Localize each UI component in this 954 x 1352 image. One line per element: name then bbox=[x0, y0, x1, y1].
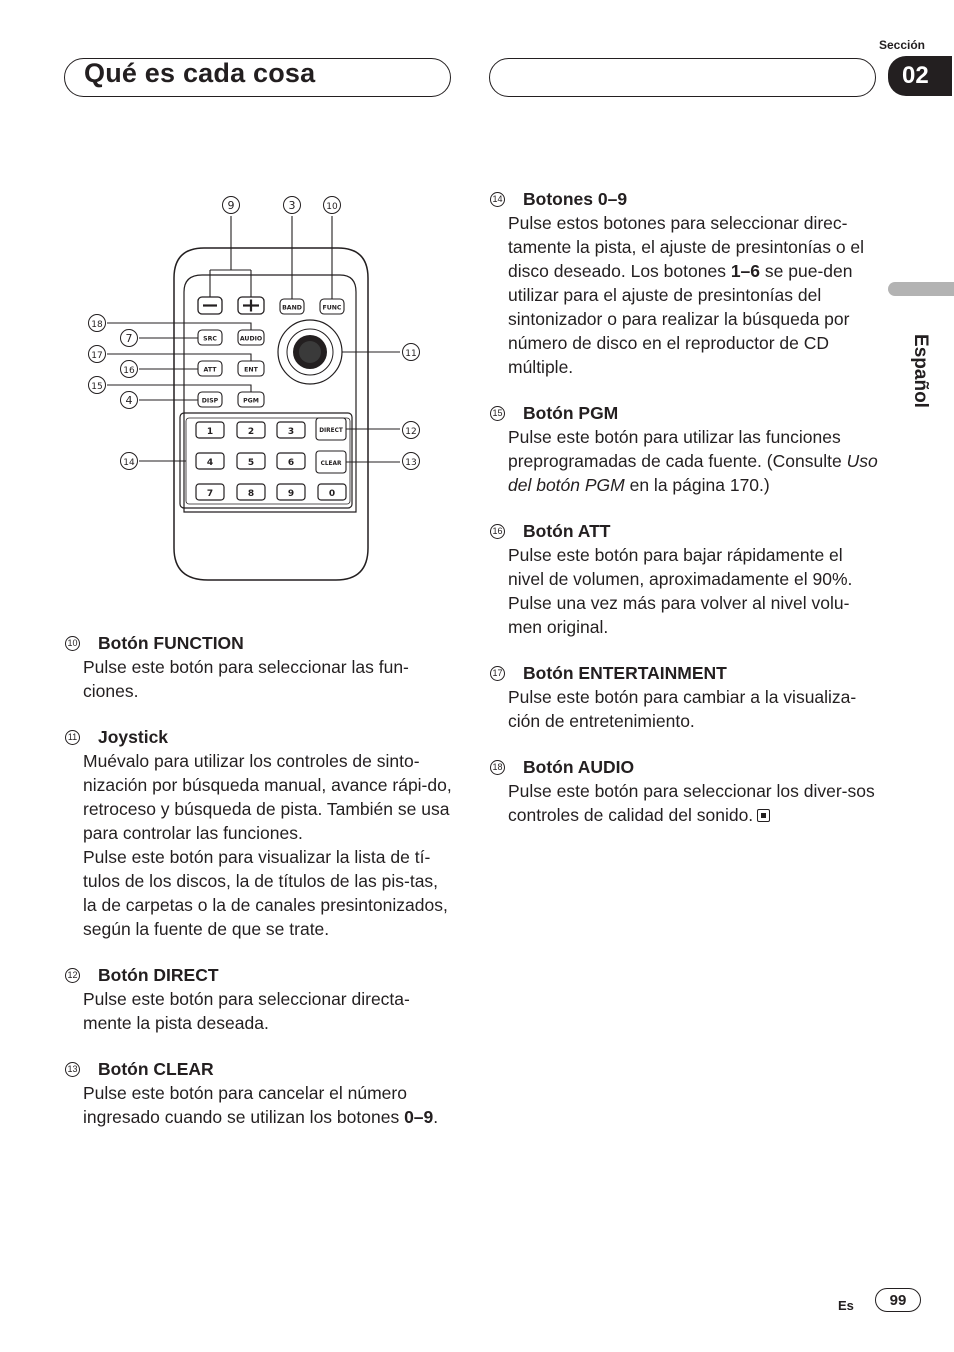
language-label: Español bbox=[910, 334, 931, 408]
num-8-label: 8 bbox=[247, 489, 255, 499]
item-title: Botón ENTERTAINMENT bbox=[523, 663, 727, 683]
callout-13: 13 bbox=[405, 458, 417, 468]
right-column bbox=[489, 187, 879, 849]
item-text: Muévalo para utilizar los controles de sinto-nización por búsqueda manual, avance rápi-do, retroceso y búsqueda de pista. También se usa para controlar las funciones. bbox=[83, 751, 452, 843]
item-text: Pulse este botón para seleccionar las fun-ciones. bbox=[83, 657, 409, 701]
disp-button-label: DISP bbox=[201, 397, 219, 405]
item-buttons-0-9 bbox=[489, 187, 879, 379]
item-text-main: Pulse este botón para utilizar las funciones preprogramadas de cada fuente. (Consulte bbox=[508, 427, 842, 471]
src-button-label: SRC bbox=[203, 335, 217, 343]
item-number: 16 bbox=[490, 524, 505, 539]
item-text: Pulse este botón para seleccionar directa-mente la pista deseada. bbox=[83, 989, 410, 1033]
item-text: Pulse este botón para bajar rápidamente el nivel de volumen, aproximadamente el 90%. Pulse una vez más para volver al nivel volu-men original. bbox=[508, 545, 853, 637]
callout-11: 11 bbox=[405, 349, 417, 359]
item-title: Botón AUDIO bbox=[523, 757, 635, 777]
num-9-label: 9 bbox=[287, 489, 295, 499]
item-number: 10 bbox=[65, 636, 80, 651]
item-number: 11 bbox=[65, 730, 80, 745]
item-title: Joystick bbox=[98, 727, 169, 747]
callout-4: 4 bbox=[125, 394, 133, 407]
section-label: Sección bbox=[878, 38, 926, 52]
item-clear bbox=[64, 1057, 454, 1129]
callout-15: 15 bbox=[91, 382, 103, 392]
item-text bbox=[489, 779, 879, 827]
item-entertainment bbox=[489, 661, 879, 733]
item-text-main: Pulse estos botones para seleccionar direc-tamente la pista, el ajuste de presintonías o el disco deseado. Los botones bbox=[508, 213, 865, 281]
section-badge: 02 bbox=[888, 56, 952, 96]
band-button-label: BAND bbox=[282, 304, 302, 312]
item-title: Botón ATT bbox=[523, 521, 611, 541]
item-text-main: Pulse este botón para seleccionar los diver-sos controles de calidad del sonido. bbox=[508, 781, 875, 825]
callout-18: 18 bbox=[91, 320, 103, 330]
item-text bbox=[489, 211, 879, 379]
num-2-label: 2 bbox=[247, 427, 255, 437]
item-title: Botón PGM bbox=[523, 403, 619, 423]
item-number: 12 bbox=[65, 968, 80, 983]
num-6-label: 6 bbox=[287, 458, 295, 468]
item-text-italic: Uso del botón PGM bbox=[508, 451, 878, 495]
callout-17: 17 bbox=[91, 351, 103, 361]
att-button-label: ATT bbox=[203, 366, 217, 374]
audio-button-label: AUDIO bbox=[239, 335, 263, 343]
item-text-after: . bbox=[433, 1107, 439, 1127]
item-text bbox=[489, 425, 879, 497]
item-title: Botones 0–9 bbox=[523, 189, 628, 209]
item-text: Pulse este botón para cambiar a la visualiza-ción de entretenimiento. bbox=[508, 687, 857, 731]
item-number: 18 bbox=[490, 760, 505, 775]
item-text bbox=[64, 1081, 454, 1129]
num-0-label: 0 bbox=[328, 489, 336, 499]
item-text-main: Pulse este botón para cancelar el número ingresado cuando se utilizan los botones bbox=[83, 1083, 407, 1127]
item-title: Botón FUNCTION bbox=[98, 633, 244, 653]
item-text-after: se pue-den utilizar para el ajuste de presintonías del sintonizador o para realizar la búsqueda por número de disco en el reproductor de CD múltiple. bbox=[508, 261, 853, 377]
item-text-2: Pulse este botón para visualizar la lista de tí-tulos de los discos, la de títulos de las pis-tas, la de carpetas o la de canales presintonizados, según la fuente de que se trate. bbox=[83, 847, 448, 939]
item-direct bbox=[64, 963, 454, 1035]
func-button-label: FUNC bbox=[322, 304, 342, 312]
clear-button-label: CLEAR bbox=[320, 461, 342, 467]
header-right-frame bbox=[489, 58, 876, 97]
callout-16: 16 bbox=[123, 366, 135, 376]
page-number: 99 bbox=[875, 1288, 921, 1312]
item-text-after: en la página 170.) bbox=[629, 475, 770, 495]
num-4-label: 4 bbox=[206, 458, 214, 468]
end-of-section-icon bbox=[757, 809, 770, 822]
num-3-label: 3 bbox=[287, 427, 295, 437]
left-column bbox=[64, 631, 454, 1151]
item-text-bold: 1–6 bbox=[730, 261, 761, 281]
item-function bbox=[64, 631, 454, 703]
num-7-label: 7 bbox=[206, 489, 214, 499]
callout-9: 9 bbox=[227, 199, 235, 212]
item-number: 15 bbox=[490, 406, 505, 421]
callout-14: 14 bbox=[123, 458, 135, 468]
callout-3: 3 bbox=[288, 199, 296, 212]
item-pgm bbox=[489, 401, 879, 497]
callout-7: 7 bbox=[125, 332, 133, 345]
num-1-label: 1 bbox=[206, 427, 214, 437]
page-title: Qué es cada cosa bbox=[84, 58, 316, 88]
num-5-label: 5 bbox=[247, 458, 255, 468]
item-number: 13 bbox=[65, 1062, 80, 1077]
language-tab bbox=[888, 282, 954, 296]
direct-button-label: DIRECT bbox=[319, 428, 343, 434]
ent-button-label: ENT bbox=[244, 366, 258, 374]
item-number: 14 bbox=[490, 192, 505, 207]
pgm-button-label: PGM bbox=[243, 397, 259, 405]
item-title: Botón CLEAR bbox=[98, 1059, 214, 1079]
item-joystick bbox=[64, 725, 454, 941]
item-text-bold: 0–9 bbox=[404, 1107, 434, 1127]
item-att bbox=[489, 519, 879, 639]
item-audio bbox=[489, 755, 879, 827]
callout-12: 12 bbox=[405, 427, 417, 437]
item-title: Botón DIRECT bbox=[98, 965, 219, 985]
item-number: 17 bbox=[490, 666, 505, 681]
callout-10: 10 bbox=[326, 202, 338, 212]
remote-diagram bbox=[60, 185, 460, 595]
footer-language: Es bbox=[838, 1298, 854, 1313]
